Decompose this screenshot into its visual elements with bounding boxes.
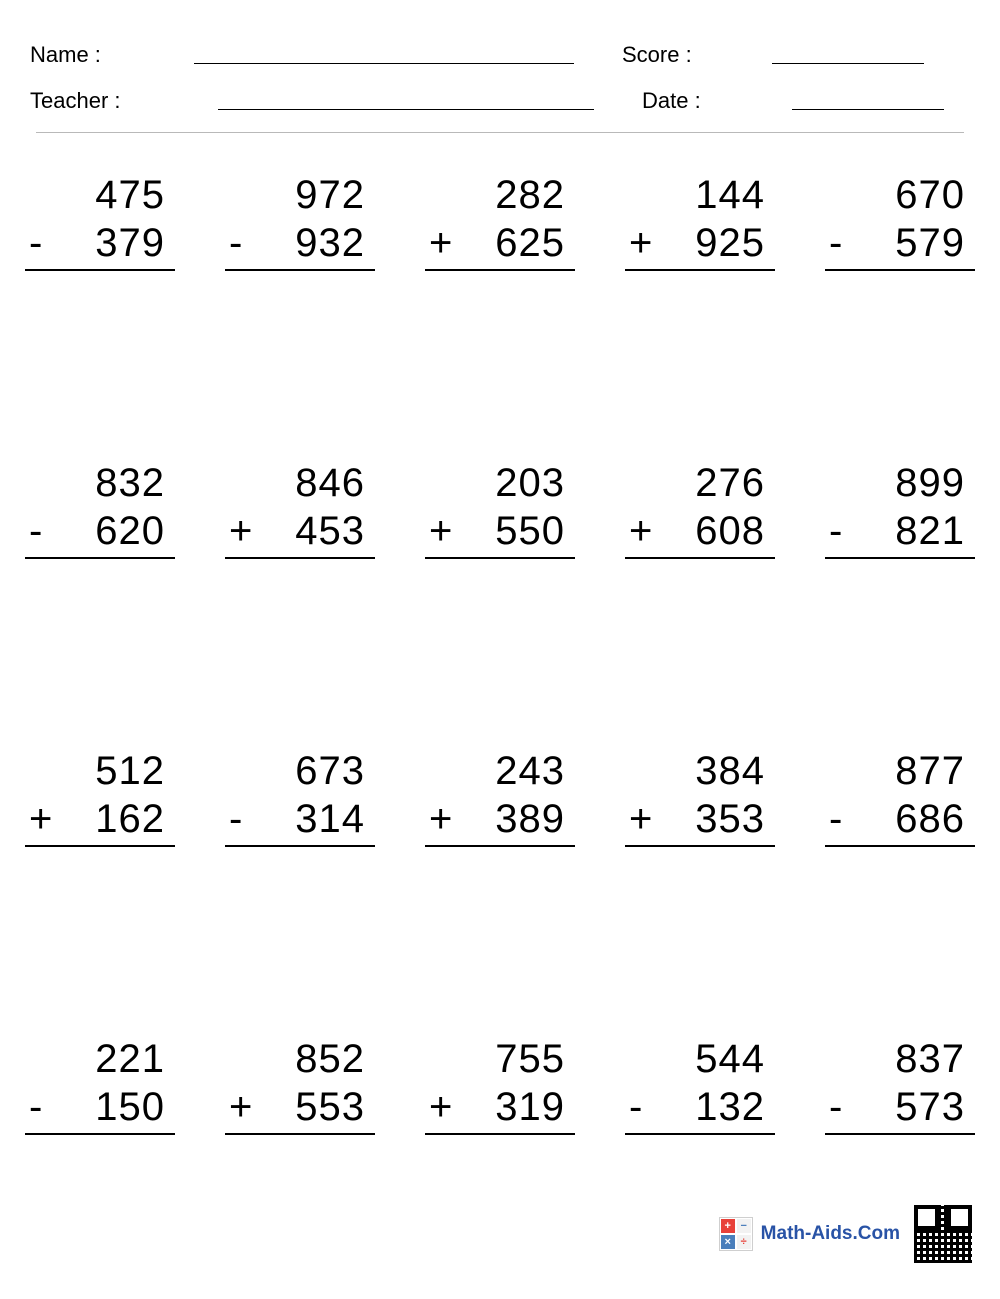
operand-bottom-row — [825, 511, 975, 559]
operand-bottom-row — [225, 799, 375, 847]
operand-bottom-row — [825, 223, 975, 271]
operand-bottom: 553 — [295, 1085, 365, 1129]
operator: + — [229, 1085, 253, 1129]
operand-bottom-row — [425, 511, 575, 559]
problem — [625, 463, 775, 723]
qr-code-icon[interactable] — [914, 1205, 972, 1263]
problem-cell — [400, 1011, 600, 1299]
operator: + — [429, 221, 453, 265]
operand-bottom: 319 — [495, 1085, 565, 1129]
operand-top: 203 — [495, 461, 565, 505]
teacher-label: Teacher : — [30, 88, 121, 113]
header-row-name — [30, 24, 970, 70]
operand-bottom: 550 — [495, 509, 565, 553]
operand-bottom-row — [425, 799, 575, 847]
operand-top: 276 — [695, 461, 765, 505]
operand-bottom: 686 — [895, 797, 965, 841]
problem — [25, 751, 175, 1011]
problem — [625, 175, 775, 435]
problem-cell — [200, 147, 400, 435]
operand-top: 899 — [895, 461, 965, 505]
problem-cell — [200, 1011, 400, 1299]
operand-bottom: 925 — [695, 221, 765, 265]
operator: - — [829, 509, 843, 553]
operator: + — [629, 221, 653, 265]
problem-cell — [600, 723, 800, 1011]
operand-bottom-row — [225, 223, 375, 271]
operator: + — [229, 509, 253, 553]
operand-bottom: 353 — [695, 797, 765, 841]
operand-bottom-row — [225, 511, 375, 559]
operand-bottom-row — [625, 511, 775, 559]
operand-top: 221 — [95, 1037, 165, 1081]
operand-bottom: 620 — [95, 509, 165, 553]
problem — [25, 463, 175, 723]
operator: - — [29, 1085, 43, 1129]
problem — [25, 1039, 175, 1299]
operand-bottom: 821 — [895, 509, 965, 553]
problem-cell — [800, 435, 1000, 723]
brand-text: Math-Aids.Com — [760, 1223, 900, 1244]
operand-bottom: 379 — [95, 221, 165, 265]
problem — [425, 1039, 575, 1299]
problem — [425, 463, 575, 723]
operator: - — [29, 221, 43, 265]
operand-bottom-row — [825, 1087, 975, 1135]
operand-bottom: 625 — [495, 221, 565, 265]
problem — [825, 175, 975, 435]
operand-bottom-row — [425, 223, 575, 271]
name-label: Name : — [30, 42, 101, 67]
operand-bottom-row — [25, 223, 175, 271]
score-input-line[interactable] — [772, 63, 924, 64]
operand-bottom-row — [425, 1087, 575, 1135]
problem-cell — [0, 1011, 200, 1299]
problem — [625, 751, 775, 1011]
operand-bottom: 162 — [95, 797, 165, 841]
operand-top: 282 — [495, 173, 565, 217]
problem — [225, 175, 375, 435]
operand-bottom: 579 — [895, 221, 965, 265]
problem — [225, 751, 375, 1011]
operator: - — [29, 509, 43, 553]
operand-top: 673 — [295, 749, 365, 793]
problem-cell — [200, 435, 400, 723]
operator: + — [629, 509, 653, 553]
operand-top: 832 — [95, 461, 165, 505]
math-aids-logo-icon — [719, 1217, 753, 1251]
problem-cell — [400, 435, 600, 723]
operand-top: 512 — [95, 749, 165, 793]
problem — [225, 463, 375, 723]
operator: + — [429, 509, 453, 553]
operand-top: 877 — [895, 749, 965, 793]
operator: + — [29, 797, 53, 841]
operand-top: 972 — [295, 173, 365, 217]
problem — [25, 175, 175, 435]
multiply-glyph: × — [721, 1235, 735, 1249]
operand-top: 837 — [895, 1037, 965, 1081]
problem-cell — [400, 147, 600, 435]
problem-cell — [400, 723, 600, 1011]
operand-bottom-row — [25, 799, 175, 847]
problem-grid — [0, 133, 1000, 1299]
operand-bottom: 573 — [895, 1085, 965, 1129]
date-input-line[interactable] — [792, 109, 944, 110]
operand-bottom: 608 — [695, 509, 765, 553]
operand-bottom-row — [625, 223, 775, 271]
operand-top: 846 — [295, 461, 365, 505]
problem-cell — [0, 435, 200, 723]
operand-bottom-row — [825, 799, 975, 847]
problem — [425, 751, 575, 1011]
teacher-input-line[interactable] — [218, 109, 594, 110]
operand-top: 144 — [695, 173, 765, 217]
operand-bottom-row — [225, 1087, 375, 1135]
operator: + — [429, 797, 453, 841]
worksheet-header — [0, 0, 1000, 133]
operand-bottom: 150 — [95, 1085, 165, 1129]
operator: - — [829, 1085, 843, 1129]
problem-cell — [0, 723, 200, 1011]
operand-bottom: 314 — [295, 797, 365, 841]
date-label: Date : — [642, 88, 701, 113]
problem-cell — [0, 147, 200, 435]
minus-glyph: − — [737, 1219, 751, 1233]
operand-top: 384 — [695, 749, 765, 793]
operand-bottom-row — [625, 1087, 775, 1135]
operand-top: 475 — [95, 173, 165, 217]
problem-cell — [600, 147, 800, 435]
operator: - — [229, 797, 243, 841]
problem — [825, 751, 975, 1011]
problem — [425, 175, 575, 435]
operator: - — [829, 221, 843, 265]
operand-bottom: 132 — [695, 1085, 765, 1129]
problem-row — [0, 723, 1000, 1011]
operator: - — [829, 797, 843, 841]
score-label: Score : — [622, 42, 692, 67]
operand-top: 755 — [495, 1037, 565, 1081]
problem-cell — [800, 147, 1000, 435]
operand-top: 243 — [495, 749, 565, 793]
operand-bottom: 389 — [495, 797, 565, 841]
name-input-line[interactable] — [194, 63, 574, 64]
problem-cell — [600, 435, 800, 723]
problem-row — [0, 147, 1000, 435]
operand-bottom-row — [25, 1087, 175, 1135]
operator: + — [429, 1085, 453, 1129]
problem-row — [0, 435, 1000, 723]
header-divider — [36, 132, 964, 133]
problem-cell — [200, 723, 400, 1011]
operand-bottom-row — [625, 799, 775, 847]
operand-bottom-row — [25, 511, 175, 559]
brand-link[interactable] — [719, 1217, 900, 1251]
operand-top: 544 — [695, 1037, 765, 1081]
operator: - — [629, 1085, 643, 1129]
operator: - — [229, 221, 243, 265]
header-row-teacher — [30, 70, 970, 116]
operand-top: 852 — [295, 1037, 365, 1081]
problem — [225, 1039, 375, 1299]
problem-cell — [800, 723, 1000, 1011]
plus-glyph: + — [721, 1219, 735, 1233]
problem — [825, 463, 975, 723]
operand-bottom: 932 — [295, 221, 365, 265]
operand-bottom: 453 — [295, 509, 365, 553]
operand-top: 670 — [895, 173, 965, 217]
operator: + — [629, 797, 653, 841]
footer — [719, 1205, 972, 1263]
divide-glyph: ÷ — [737, 1235, 751, 1249]
